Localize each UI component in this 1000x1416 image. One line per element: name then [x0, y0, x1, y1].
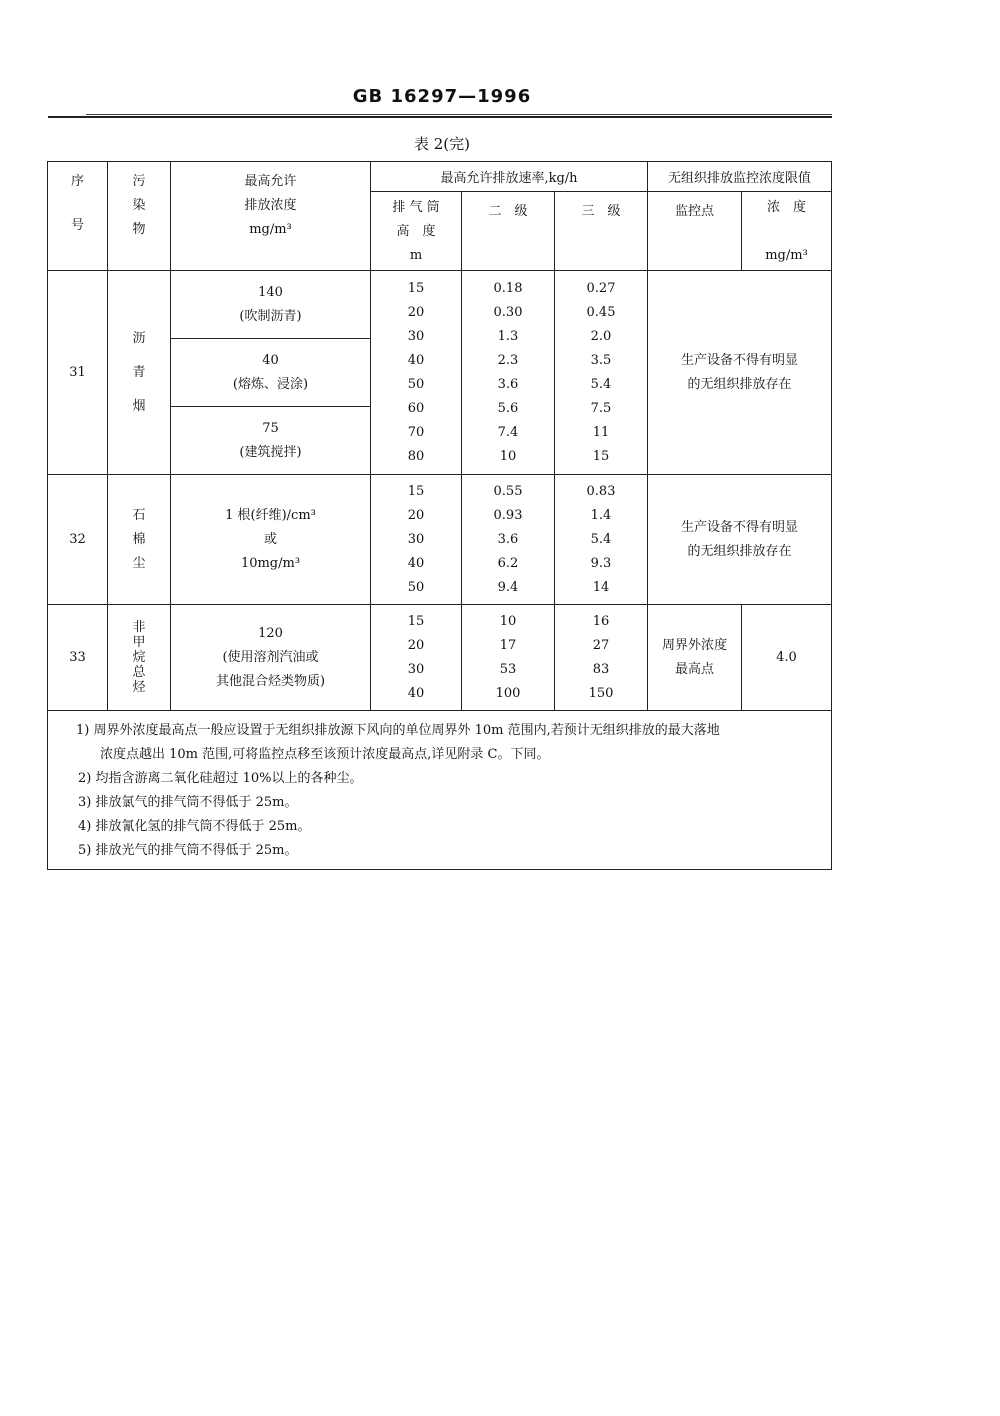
conc-33-line1: 120 [258, 625, 283, 641]
page-header-title: GB 16297—1996 [352, 86, 532, 107]
grade3-value: 0.45 [586, 304, 616, 320]
conc-31-value-3: 75 [262, 420, 279, 436]
seq-32: 32 [48, 475, 108, 605]
grade2-value: 3.6 [497, 376, 519, 392]
pollutant-33-char5: 烃 [132, 680, 146, 695]
col-header-monitor-point: 监控点 [648, 192, 742, 271]
pollutant-33-char2: 甲 [132, 635, 146, 650]
grade2-value: 0.55 [493, 483, 523, 499]
header-rule-thin [86, 114, 832, 115]
height-value: 20 [407, 304, 425, 320]
height-value: 50 [407, 376, 425, 392]
fugitive-31 [648, 271, 832, 475]
grade2-value: 6.2 [497, 555, 519, 571]
height-value: 30 [407, 531, 425, 547]
pollutant-32 [108, 475, 171, 605]
conc-31-construction [171, 407, 371, 475]
grade2-value: 1.3 [497, 328, 519, 344]
pollutant-33 [108, 605, 171, 711]
seq-31: 31 [48, 271, 108, 475]
heights-33 [371, 605, 462, 711]
grade2-33 [462, 605, 555, 711]
grade3-value: 5.4 [590, 376, 612, 392]
fugitive-31-line1: 生产设备不得有明显 [681, 352, 799, 368]
conc-31-melting [171, 339, 371, 407]
grade3-value: 2.0 [590, 328, 612, 344]
pollutant-33-char4: 总 [132, 665, 146, 680]
conc-32 [171, 475, 371, 605]
col-header-pollutant-line1: 污 [132, 174, 146, 189]
height-value: 40 [407, 555, 425, 571]
conc-32-line3: 10mg/m³ [240, 555, 301, 571]
col-header-conc-line1: 浓 度 [767, 200, 807, 215]
conc-33-line2: (使用溶剂汽油或 [222, 649, 319, 665]
grade3-value: 27 [592, 637, 610, 653]
col-header-seq-line2: 号 [70, 218, 84, 233]
note-2: 2) 均指含游离二氧化硅超过 10%以上的各种尘。 [78, 771, 363, 786]
height-value: 50 [407, 579, 425, 595]
col-header-stack-height-line1: 排 气 筒 [392, 200, 440, 215]
col-header-stack-height [371, 192, 462, 271]
height-value: 30 [407, 661, 425, 677]
col-header-rate-group: 最高允许排放速率,kg/h [371, 162, 648, 192]
grade2-value: 2.3 [497, 352, 519, 368]
grade3-value: 1.4 [590, 507, 612, 523]
pollutant-31-char2: 青 [132, 364, 146, 380]
seq-33: 33 [48, 605, 108, 711]
grade2-value: 17 [499, 637, 517, 653]
grade2-value: 0.93 [493, 507, 523, 523]
notes-cell [48, 711, 832, 870]
grade2-value: 3.6 [497, 531, 519, 547]
monitor-point-33-line1: 周界外浓度 [661, 637, 727, 653]
grade3-value: 3.5 [590, 352, 612, 368]
conc-31-label-2: (熔炼、浸涂) [232, 376, 309, 392]
height-value: 30 [407, 328, 425, 344]
fugitive-31-line2: 的无组织排放存在 [687, 376, 792, 392]
height-value: 70 [407, 424, 425, 440]
table-row-32 [48, 475, 832, 605]
conc-31-value-2: 40 [262, 352, 279, 368]
col-header-max-conc-unit: mg/m³ [249, 222, 292, 237]
col-header-max-conc-line2: 排放浓度 [244, 198, 297, 213]
col-header-max-conc-line1: 最高允许 [244, 174, 297, 189]
note-1-continued: 浓度点越出 10m 范围,可将监控点移至该预计浓度最高点,详见附录 C。下同。 [100, 747, 550, 762]
pollutant-33-char1: 非 [132, 620, 146, 635]
conc-32-line1: 1 根(纤维)/cm³ [225, 507, 316, 523]
monitor-point-33 [648, 605, 742, 711]
conc-31-label-3: (建筑搅拌) [239, 444, 302, 460]
col-header-seq [48, 162, 108, 271]
col-header-conc-unit: mg/m³ [765, 248, 808, 263]
height-value: 15 [407, 483, 425, 499]
height-value: 20 [407, 507, 425, 523]
height-value: 40 [407, 352, 425, 368]
grade3-value: 16 [592, 613, 610, 629]
grade2-value: 7.4 [497, 424, 519, 440]
pollutant-31-char3: 烟 [132, 398, 146, 414]
height-value: 15 [407, 613, 425, 629]
col-header-conc [742, 192, 832, 271]
pollutant-31-char1: 沥 [132, 330, 146, 346]
pollutant-32-char1: 石 [132, 507, 146, 523]
conc-33 [171, 605, 371, 711]
heights-31 [371, 271, 462, 475]
conc-31-value-1: 140 [258, 284, 283, 300]
height-value: 40 [407, 685, 425, 701]
grade2-value: 10 [499, 448, 517, 464]
header-rule [48, 116, 832, 118]
conc-31-blown-asphalt [171, 271, 371, 339]
grade3-value: 5.4 [590, 531, 612, 547]
grade3-value: 11 [592, 424, 610, 440]
fugitive-32-line1: 生产设备不得有明显 [681, 519, 799, 535]
notes-row [48, 711, 832, 870]
pollutant-32-char2: 棉 [132, 531, 146, 547]
table-title: 表 2(完) [413, 135, 471, 153]
note-4: 4) 排放氰化氢的排气筒不得低于 25m。 [78, 819, 311, 834]
grade2-value: 0.30 [493, 304, 523, 320]
grade3-value: 83 [592, 661, 610, 677]
col-header-grade2: 二 级 [462, 192, 555, 271]
heights-32 [371, 475, 462, 605]
height-value: 60 [407, 400, 425, 416]
table-row-33 [48, 605, 832, 711]
height-value: 80 [407, 448, 425, 464]
header-row [48, 162, 832, 192]
grade2-value: 5.6 [497, 400, 519, 416]
note-5: 5) 排放光气的排气筒不得低于 25m。 [78, 843, 298, 858]
grade3-32 [555, 475, 648, 605]
fugitive-32-line2: 的无组织排放存在 [687, 543, 792, 559]
fugitive-32 [648, 475, 832, 605]
grade3-value: 15 [592, 448, 610, 464]
grade3-value: 0.27 [586, 280, 616, 296]
grade3-value: 14 [592, 579, 610, 595]
col-header-max-conc [171, 162, 371, 271]
grade3-value: 9.3 [590, 555, 612, 571]
grade3-31 [555, 271, 648, 475]
grade2-value: 0.18 [493, 280, 523, 296]
height-value: 15 [407, 280, 425, 296]
pollutant-32-char3: 尘 [132, 555, 146, 571]
conc-limit-33: 4.0 [742, 605, 832, 711]
grade2-31 [462, 271, 555, 475]
col-header-seq-line1: 序 [70, 174, 84, 189]
col-header-pollutant-line3: 物 [132, 222, 146, 237]
grade3-value: 150 [588, 685, 614, 701]
conc-31-label-1: (吹制沥青) [239, 308, 302, 324]
grade2-32 [462, 475, 555, 605]
col-header-pollutant-line2: 染 [132, 198, 146, 213]
col-header-grade3: 三 级 [555, 192, 648, 271]
emission-standards-table [47, 161, 832, 870]
height-value: 20 [407, 637, 425, 653]
col-header-pollutant [108, 162, 171, 271]
grade2-value: 53 [499, 661, 517, 677]
table-row-31a [48, 271, 832, 339]
grade3-33 [555, 605, 648, 711]
conc-32-line2: 或 [263, 531, 277, 547]
col-header-stack-height-line2: 高 度 [396, 224, 436, 239]
grade2-value: 9.4 [497, 579, 519, 595]
grade2-value: 100 [495, 685, 521, 701]
monitor-point-33-line2: 最高点 [674, 661, 714, 677]
pollutant-31 [108, 271, 171, 475]
grade3-value: 0.83 [586, 483, 616, 499]
col-header-fugitive-group: 无组织排放监控浓度限值 [648, 162, 832, 192]
note-3: 3) 排放氯气的排气筒不得低于 25m。 [78, 795, 298, 810]
note-1: 1) 周界外浓度最高点一般应设置于无组织排放源下风向的单位周界外 10m 范围内,若预计无组织排放的最大落地 [76, 723, 720, 738]
grade3-value: 7.5 [590, 400, 612, 416]
conc-33-line3: 其他混合烃类物质) [215, 673, 326, 689]
grade2-value: 10 [499, 613, 517, 629]
col-header-stack-height-unit: m [409, 248, 423, 263]
pollutant-33-char3: 烷 [132, 650, 146, 665]
